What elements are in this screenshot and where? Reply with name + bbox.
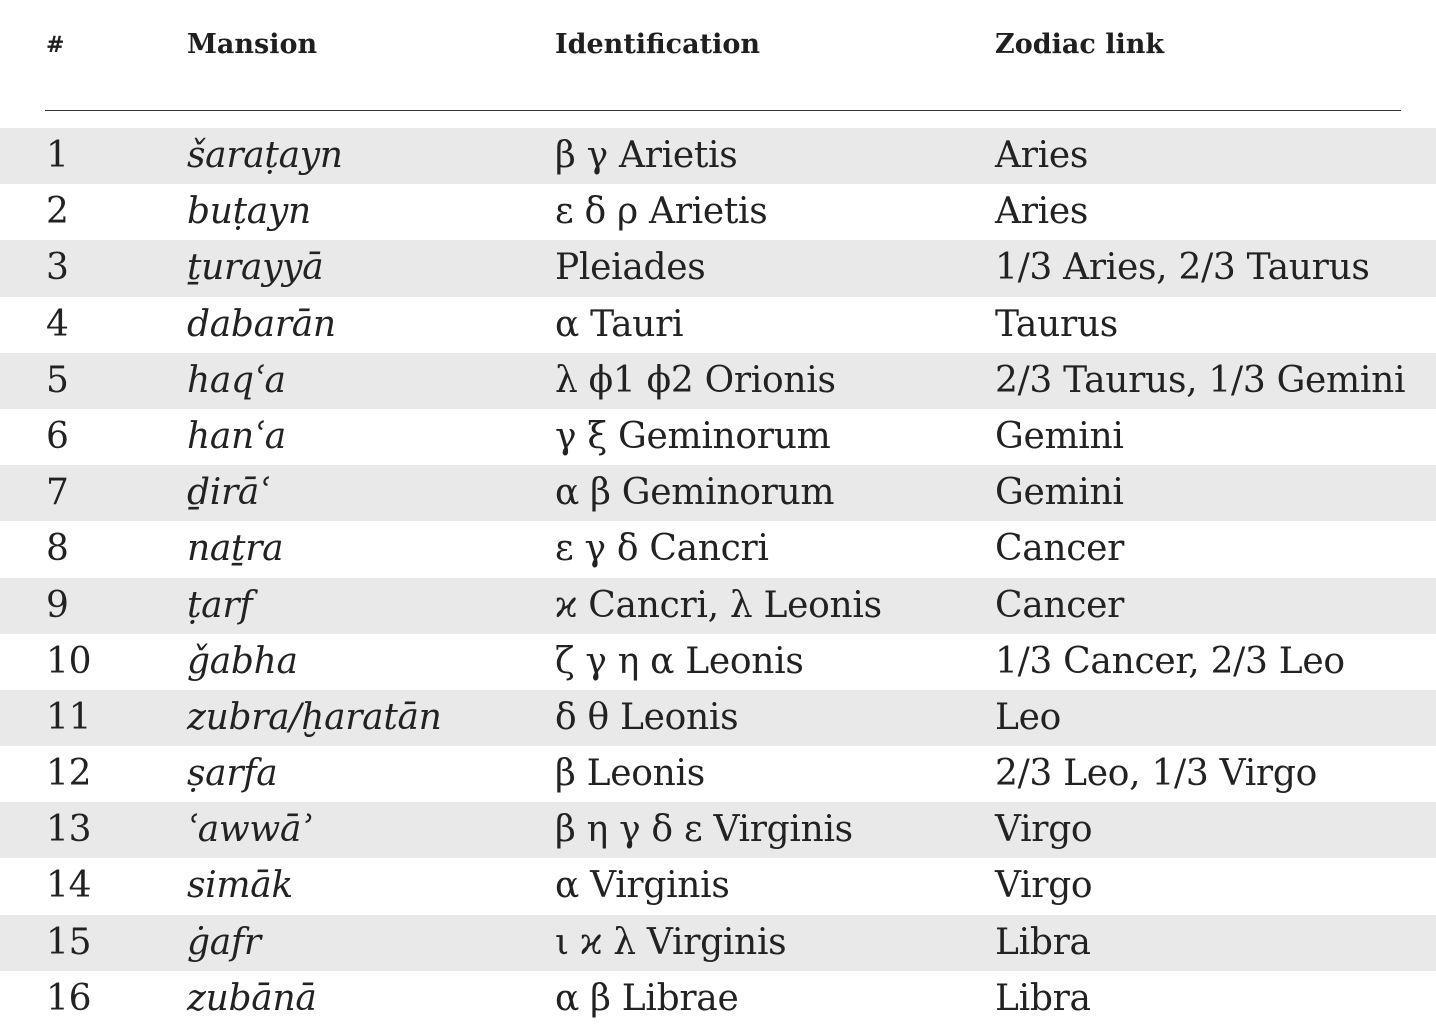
header-number: # [46,32,65,58]
star-identification: β γ Arietis [555,135,738,176]
table-row [0,465,1436,521]
star-identification: γ ξ Geminorum [555,415,831,457]
mansion-name: ʿawwāʾ [187,809,312,851]
table-row [0,297,1436,353]
row-number: 10 [46,640,92,682]
mansion-name: haqʿa [187,359,286,401]
zodiac-link: Libra [995,977,1091,1019]
mansion-name: ṭarf [187,584,253,626]
table-row [0,971,1436,1027]
table-row [0,240,1436,296]
zodiac-link: Libra [995,921,1091,963]
row-number: 5 [46,359,69,401]
zodiac-link: Aries [995,135,1089,176]
star-identification: α Virginis [555,865,730,907]
row-number: 15 [46,921,92,963]
table-row [0,521,1436,577]
row-number: 11 [46,696,92,738]
zodiac-link: Cancer [995,528,1125,570]
zodiac-link: Cancer [995,584,1125,626]
table-row [0,578,1436,634]
zodiac-link: Gemini [995,472,1124,514]
star-identification: β η γ δ ε Virginis [555,809,853,851]
mansion-name: ṯurayyā [187,247,324,289]
row-number: 8 [46,528,69,570]
star-identification: ι ϰ λ Virginis [555,921,787,963]
header-zodiac-link: Zodiac link [995,29,1165,60]
zodiac-link: Virgo [995,809,1093,851]
row-number: 1 [46,135,69,176]
star-identification: ζ γ η α Leonis [555,640,804,682]
table-header [0,0,1436,112]
zodiac-link: Leo [995,696,1061,738]
mansion-name: dabarān [187,303,336,345]
zodiac-link: 1/3 Cancer, 2/3 Leo [995,640,1345,682]
row-number: 9 [46,584,69,626]
zodiac-link: Gemini [995,415,1124,457]
table-row [0,128,1436,184]
mansion-name: ṣarfa [187,753,278,795]
row-number: 4 [46,303,69,345]
mansion-name: zubānā [187,977,317,1019]
star-identification: α Tauri [555,303,684,345]
star-identification: α β Librae [555,977,739,1019]
star-identification: ϰ Cancri, λ Leonis [555,584,882,626]
mansion-name: ġafr [187,921,261,963]
table-row [0,634,1436,690]
mansion-name: naṯra [187,528,284,570]
table-row [0,409,1436,465]
star-identification: α β Geminorum [555,472,835,514]
zodiac-link: 2/3 Taurus, 1/3 Gemini [995,359,1406,401]
table-row [0,915,1436,971]
row-number: 7 [46,472,69,514]
row-number: 3 [46,247,69,289]
table-row [0,184,1436,240]
row-number: 16 [46,977,92,1019]
mansion-name: ǧabha [187,640,298,682]
table-body [0,128,1436,1027]
zodiac-link: Taurus [995,303,1118,345]
mansion-name: hanʿa [187,415,286,457]
zodiac-link: Virgo [995,865,1093,907]
star-identification: δ θ Leonis [555,696,739,738]
star-identification: β Leonis [555,753,705,795]
star-identification: Pleiades [555,247,706,289]
zodiac-link: Aries [995,191,1089,233]
zodiac-link: 2/3 Leo, 1/3 Virgo [995,753,1317,795]
row-number: 12 [46,753,92,795]
mansion-name: buṭayn [187,191,311,233]
table-row [0,858,1436,914]
mansion-name: šaraṭayn [187,135,343,176]
star-identification: ε γ δ Cancri [555,528,769,570]
table-row [0,746,1436,802]
mansion-name: simāk [187,865,293,907]
star-identification: ε δ ρ Arietis [555,191,768,233]
mansion-name: zubra/ḫaratān [187,696,442,738]
row-number: 13 [46,809,92,851]
row-number: 6 [46,415,69,457]
table-row [0,690,1436,746]
star-identification: λ ϕ1 ϕ2 Orionis [555,359,836,401]
header-identification: Identification [555,29,760,60]
table-row [0,353,1436,409]
row-number: 2 [46,191,69,233]
zodiac-link: 1/3 Aries, 2/3 Taurus [995,247,1370,289]
row-number: 14 [46,865,92,907]
mansion-name: ḏirāʿ [187,472,270,514]
table-row [0,802,1436,858]
header-rule [45,110,1401,111]
header-mansion: Mansion [187,29,318,60]
